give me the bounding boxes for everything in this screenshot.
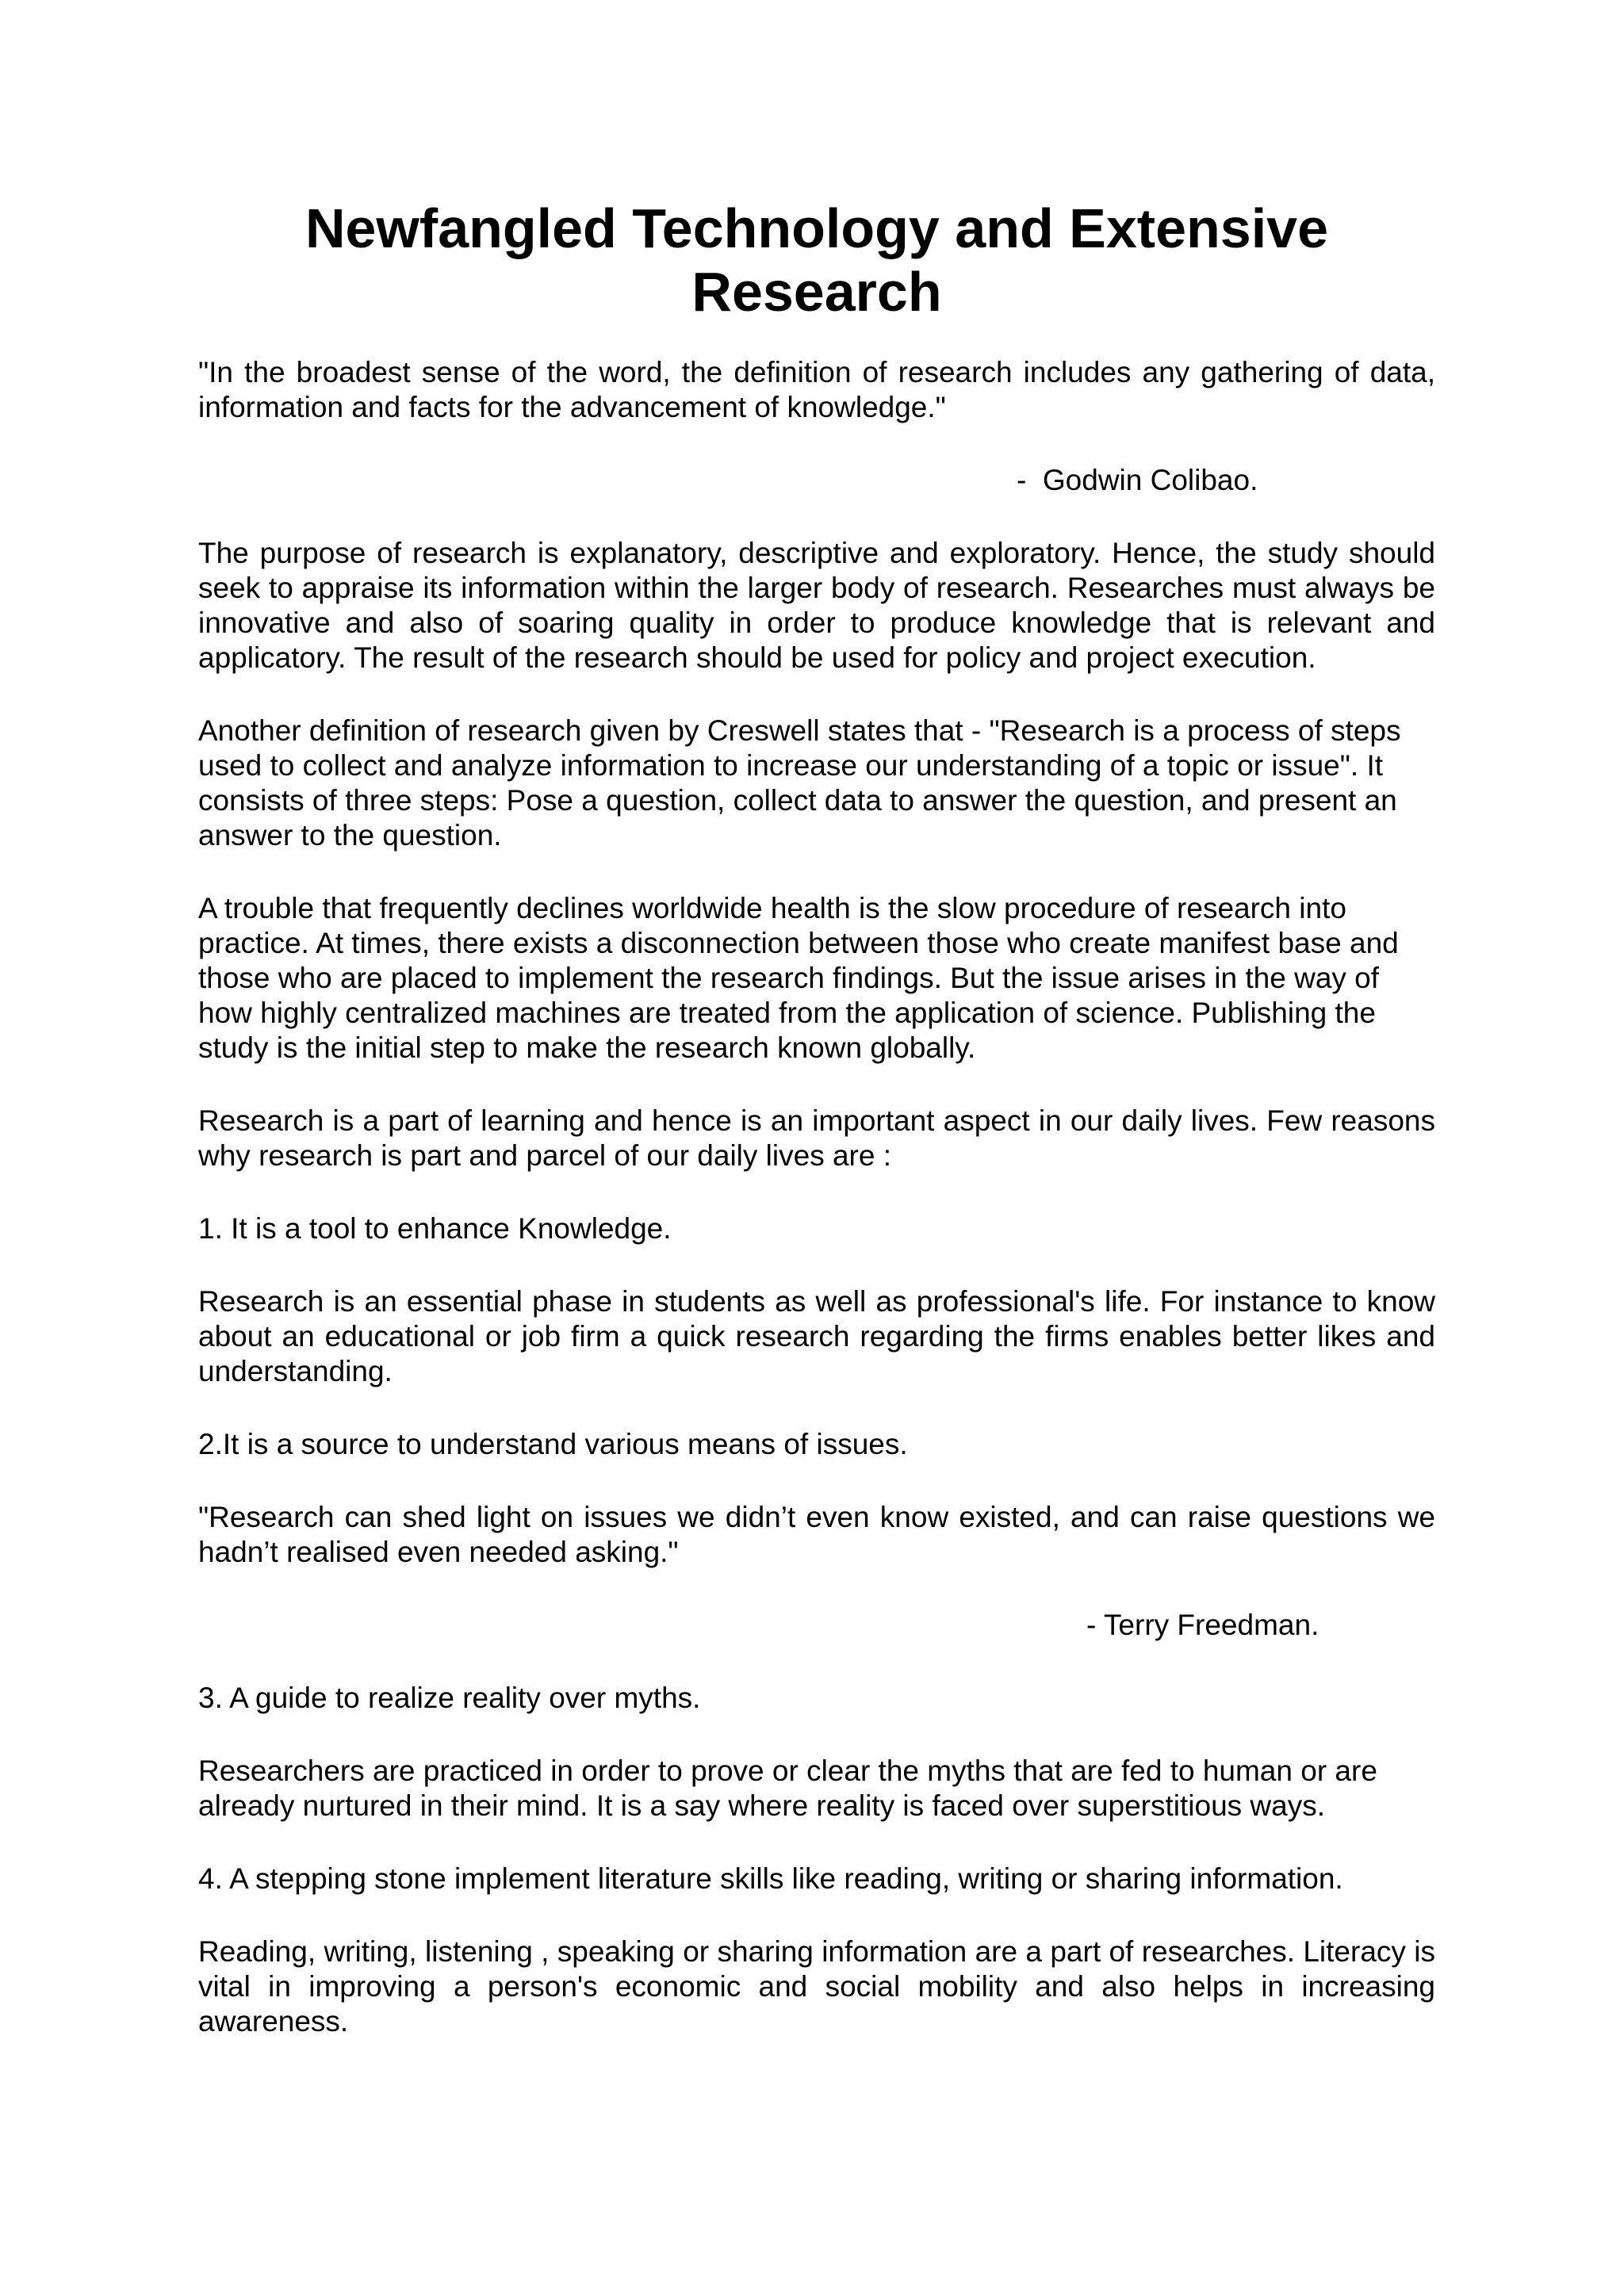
list-item-4: 4. A stepping stone implement literature skills like reading, writing or sharing information. [198, 1862, 1343, 1895]
list-item-3: 3. A guide to realize reality over myths. [198, 1682, 701, 1714]
list-item-1: 1. It is a tool to enhance Knowledge. [198, 1212, 672, 1245]
list-item-2: 2.It is a source to understand various means of issues. [198, 1428, 908, 1460]
quote-attribution-freedman: - Terry Freedman. [1086, 1609, 1320, 1641]
quote-attribution-colibao: - Godwin Colibao. [1017, 464, 1258, 496]
document-page [198, 197, 1435, 2077]
document-title: Newfangled Technology and Extensive Research [304, 197, 1329, 323]
paragraph-research-into-practice: A trouble that frequently declines worldwide health is the slow procedure of research into practice. At times, there exists a disconnection between those who create manifest base and those who are placed to implement the research findings. But the issue arises in the way of how highly centralized machines are treated from the application of science. Publishing the study is the initial step to make the research known globally. [198, 892, 1399, 1064]
paragraph-daily-lives: Research is a part of learning and hence is an important aspect in our daily lives. Few reasons why research is part and parcel of our daily lives are : [198, 1104, 1435, 1172]
paragraph-creswell-definition: Another definition of research given by Creswell states that - "Research is a process of steps used to collect and analyze information to increase our understanding of a topic or issue". It consists of three steps: Pose a question, collect data to answer the question, and present an answer to the question. [198, 714, 1401, 851]
freedman-quote: "Research can shed light on issues we didn’t even know existed, and can raise questions we hadn’t realised even needed asking." [198, 1501, 1435, 1568]
paragraph-essential-phase: Research is an essential phase in students as well as professional's life. For instance to know about an educational or job firm a quick research regarding the firms enables better likes and understanding. [198, 1285, 1435, 1387]
opening-quote: "In the broadest sense of the word, the definition of research includes any gathering of data, information and facts for the advancement of knowledge." [198, 356, 1435, 423]
paragraph-literacy: Reading, writing, listening , speaking or sharing information are a part of researches. Literacy is vital in improving a person's economic and social mobility and also helps in increasing awareness. [198, 1935, 1435, 2038]
paragraph-myths: Researchers are practiced in order to prove or clear the myths that are fed to human or are already nurtured in their mind. It is a say where reality is faced over superstitious ways. [198, 1755, 1377, 1822]
paragraph-purpose: The purpose of research is explanatory, descriptive and exploratory. Hence, the study should seek to appraise its information within the larger body of research. Researches must always be innovative and also of soaring quality in order to produce knowledge that is relevant and applicatory. The result of the research should be used for policy and project execution. [198, 537, 1435, 674]
